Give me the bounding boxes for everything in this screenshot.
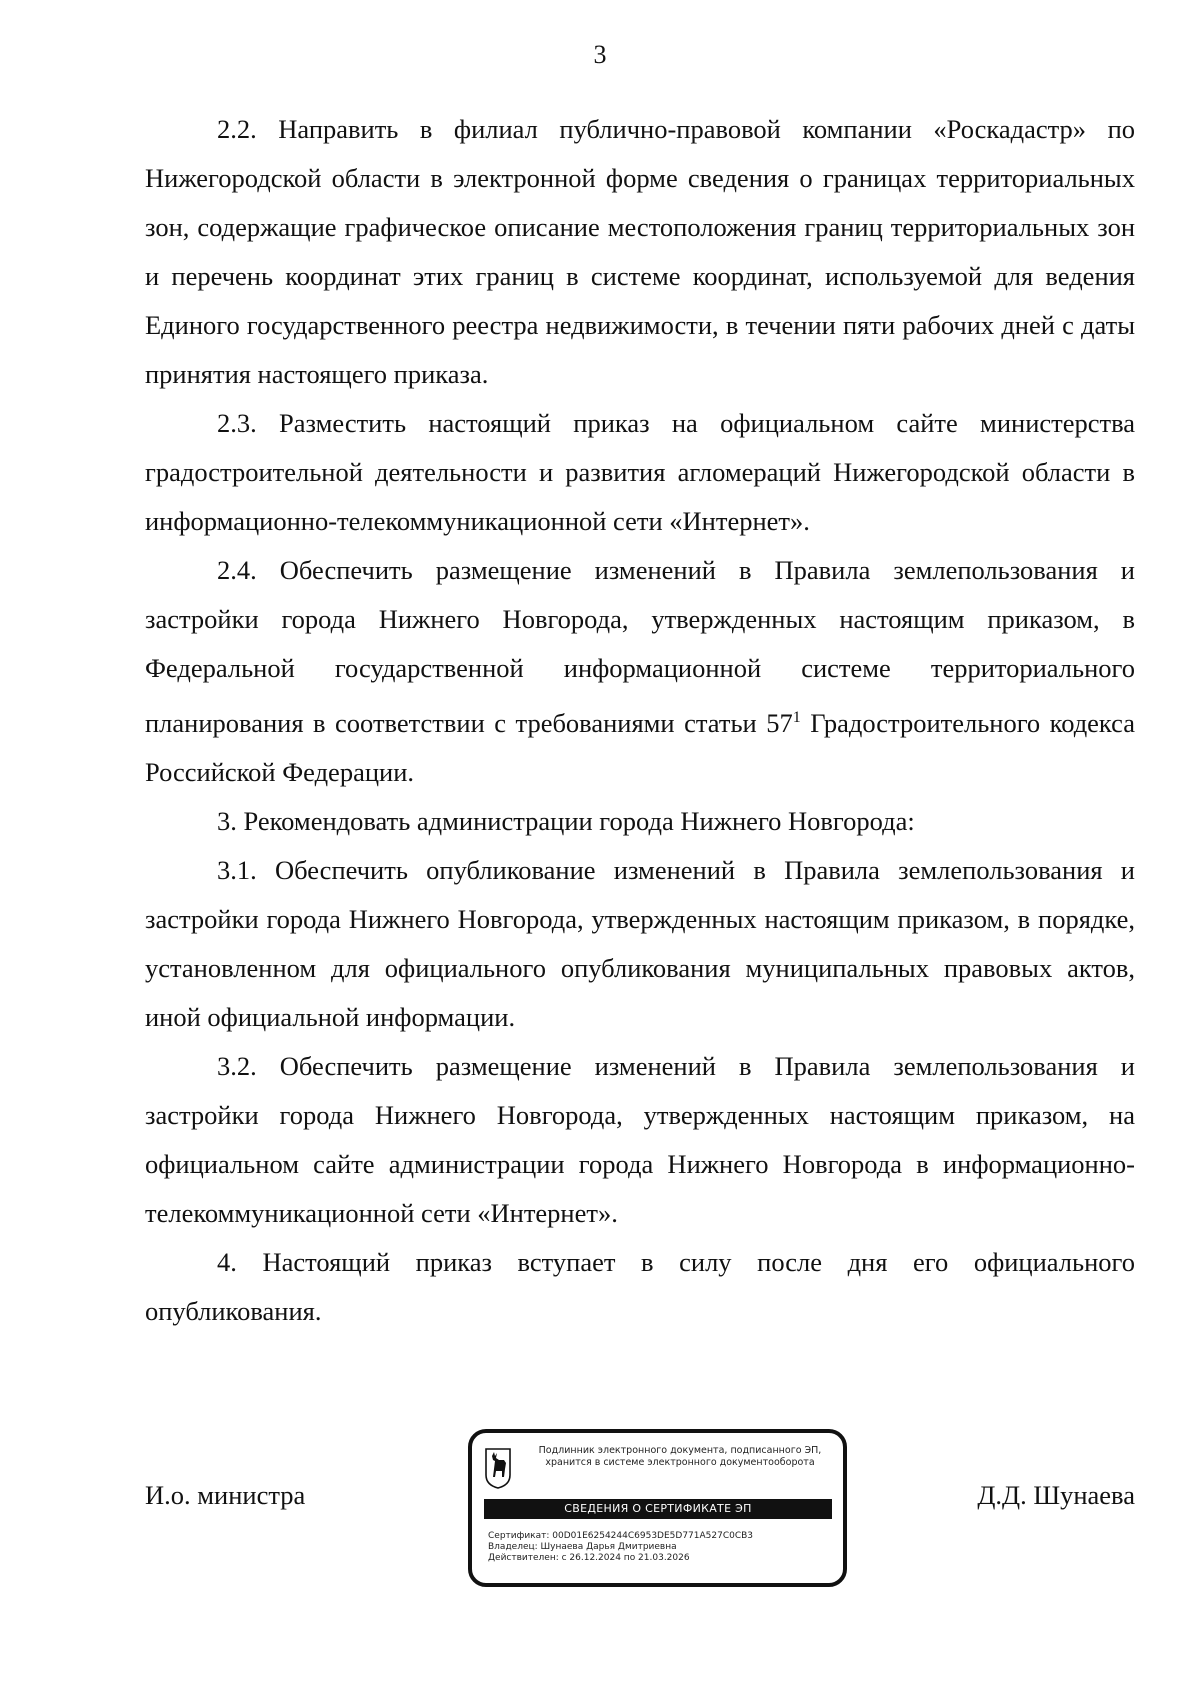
- paragraph-2-4: [145, 546, 1135, 797]
- stamp-header: СВЕДЕНИЯ О СЕРТИФИКАТЕ ЭП: [484, 1499, 832, 1519]
- certificate-validity: Действителен: с 26.12.2024 по 21.03.2026: [488, 1553, 690, 1563]
- paragraph-2-4-text-after: Градостроительного кодекса Российской Федерации.: [145, 707, 1135, 787]
- certificate-number: Сертификат: 00D01E6254244C6953DE5D771A527C0CB3: [488, 1531, 754, 1541]
- stamp-details: [488, 1531, 838, 1564]
- stamp-notice: [520, 1445, 840, 1469]
- stamp-notice-line-2: хранится в системе электронного документооборота: [545, 1457, 815, 1468]
- paragraph-3-2: 3.2. Обеспечить размещение изменений в Правила землепользования и застройки города Нижнего Новгорода, утвержденных настоящим приказом, на официальном сайте администрации города Нижнего Новгорода в информационно-телекоммуникационной сети «Интернет».: [145, 1050, 1135, 1228]
- page-number: 3: [593, 40, 607, 69]
- paragraph-2-3: 2.3. Разместить настоящий приказ на официальном сайте министерства градостроительной деятельности и развития агломераций Нижегородской области в информационно-телекоммуникационной сети «Интернет».: [145, 408, 1135, 536]
- paragraph-3: 3. Рекомендовать администрации города Нижнего Новгорода:: [217, 805, 915, 836]
- paragraph-2-2: 2.2. Направить в филиал публично-правовой компании «Роскадастр» по Нижегородской области в электронной форме сведения о границах территориальных зон, содержащие графическое описание местоположения границ территориальных зон и перечень координат этих границ в системе координат, используемой для ведения Единого государственного реестра недвижимости, в течении пяти рабочих дней с даты принятия настоящего приказа.: [145, 114, 1135, 389]
- signer-name: Д.Д. Шунаева: [977, 1480, 1135, 1510]
- paragraph-4: 4. Настоящий приказ вступает в силу после дня его официального опубликования.: [145, 1246, 1135, 1326]
- certificate-owner: Владелец: Шунаева Дарья Дмитриевна: [488, 1542, 677, 1552]
- stamp-notice-line-1: Подлинник электронного документа, подписанного ЭП,: [538, 1445, 822, 1456]
- electronic-signature-stamp: [468, 1429, 847, 1587]
- paragraph-2-4-text-before: 2.4. Обеспечить размещение изменений в Правила землепользования и застройки города Нижнего Новгорода, утвержденных настоящим приказом, в Федеральной государственной информационной системе территориального планирования в соответствии с требованиями статьи 57: [145, 555, 1135, 738]
- signer-title: И.о. министра: [145, 1480, 306, 1510]
- document-body: [145, 105, 1135, 1336]
- deer-coat-of-arms-icon: [484, 1447, 512, 1489]
- paragraph-3-1: 3.1. Обеспечить опубликование изменений в Правила землепользования и застройки города Нижнего Новгорода, утвержденных настоящим приказом, в порядке, установленном для официального опубликования муниципальных правовых актов, иной официальной информации.: [145, 854, 1135, 1032]
- superscript-1: 1: [792, 709, 801, 726]
